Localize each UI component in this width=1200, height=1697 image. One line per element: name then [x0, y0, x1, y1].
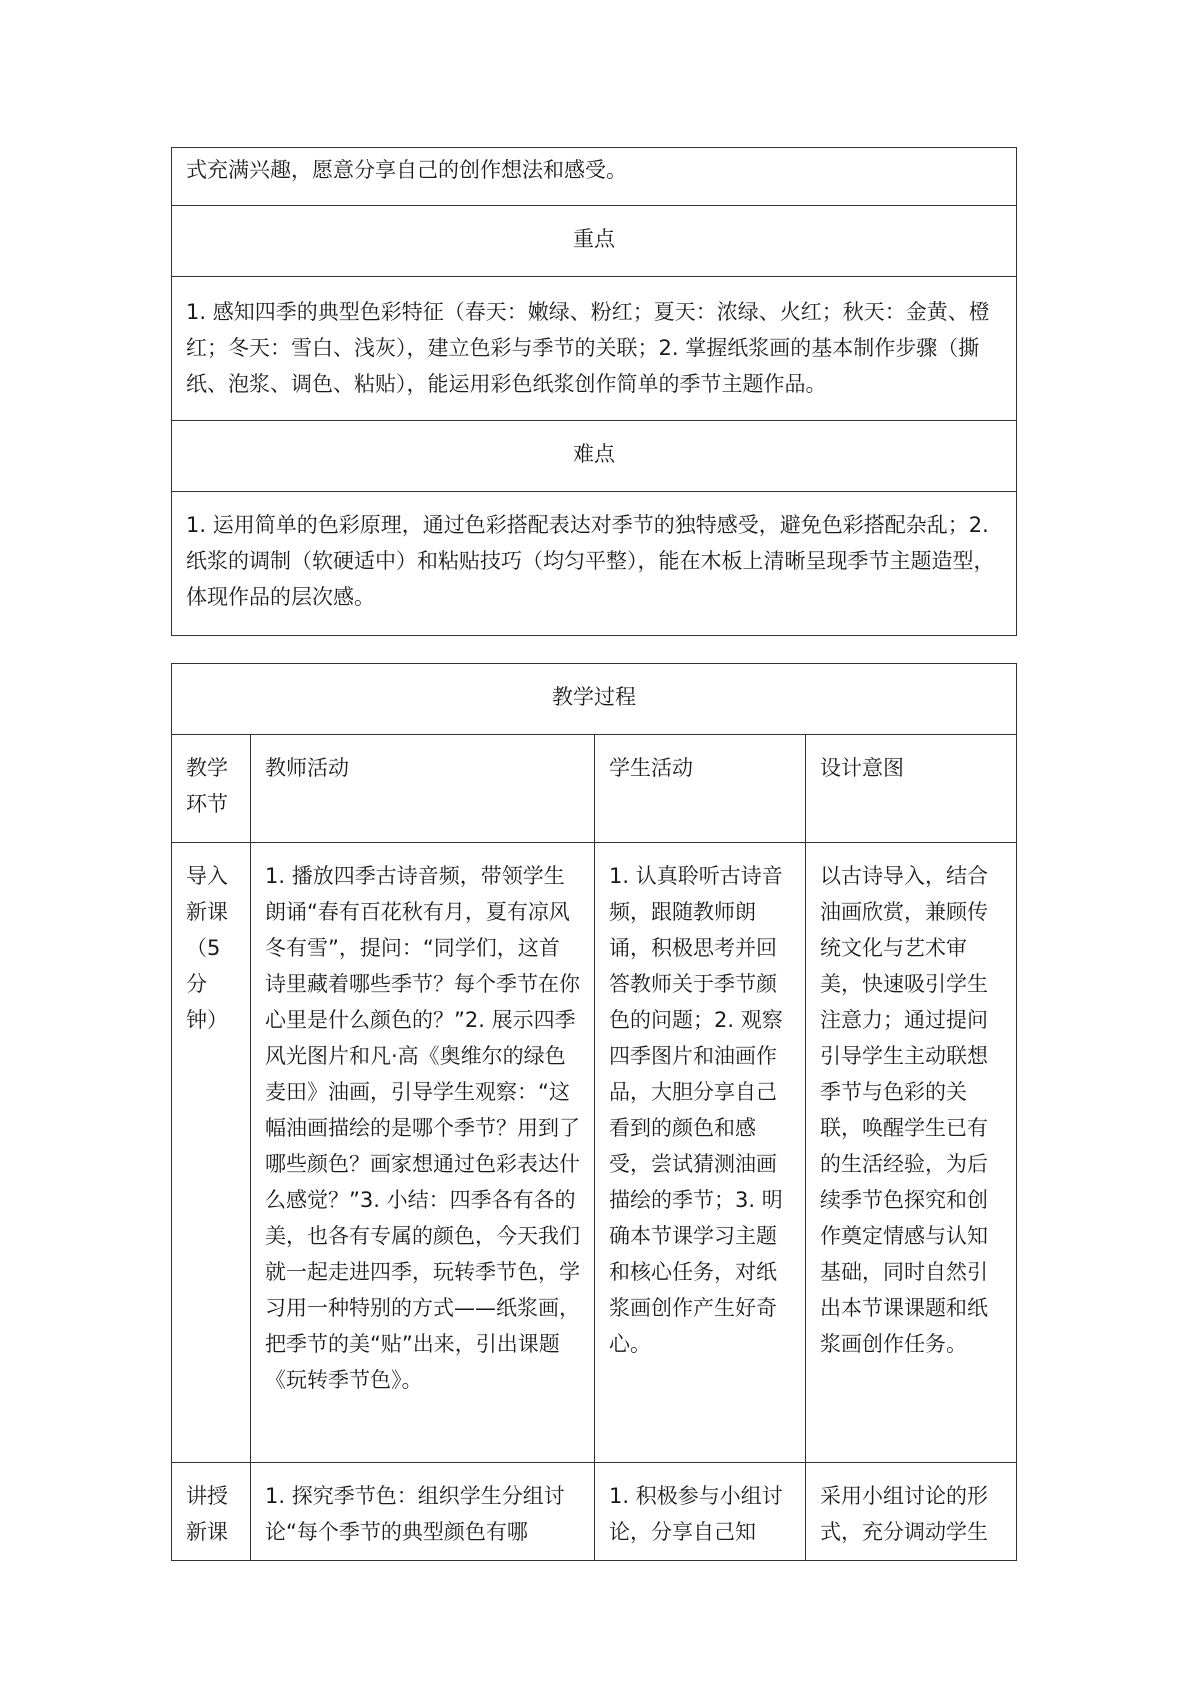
- row-design: 采用小组讨论的形式，充分调动学生: [820, 1484, 988, 1544]
- teaching-process-table: [171, 663, 1017, 1561]
- difficulty-text: 1. 运用简单的色彩原理，通过色彩搭配表达对季节的独特感受，避免色彩搭配杂乱；2. 纸浆的调制（软硬适中）和粘贴技巧（均匀平整），能在木板上清晰呈现季节主题造型，体现作品的层次感。: [186, 513, 995, 609]
- header-design: 设计意图: [820, 756, 904, 780]
- difficulty-heading: 难点: [573, 442, 615, 466]
- row-design: 以古诗导入，结合油画欣赏，兼顾传统文化与艺术审美，快速吸引学生注意力；通过提问引导学生主动联想季节与色彩的关联，唤醒学生已有的生活经验，为后续季节色探究和创作奠定情感与认知基础，同时自然引出本节课课题和纸浆画创作任务。: [820, 864, 988, 1356]
- continuation-cell: [172, 148, 1017, 206]
- continuation-text: 式充满兴趣，愿意分享自己的创作想法和感受。: [186, 158, 627, 182]
- header-design-cell: [806, 735, 1017, 843]
- table-row: [172, 277, 1017, 421]
- row-teacher: 1. 播放四季古诗音频，带领学生朗诵“春有百花秋有月，夏有凉风冬有雪”，提问：“同学们，这首诗里藏着哪些季节？每个季节在你心里是什么颜色的？”2. 展示四季风光图片和凡·高《奥维尔的绿色麦田》油画，引导学生观察：“这幅油画描绘的是哪个季节？用到了哪些颜色？画家想通过色彩表达什么感觉？”3. 小结：四季各有各的美，也各有专属的颜色，今天我们就一起走进四季，玩转季节色，学习用一种特别的方式——纸浆画，把季节的美“贴”出来，引出课题《玩转季节色》。: [265, 864, 580, 1392]
- row-student-cell: [595, 1463, 806, 1561]
- row-stage-cell: [172, 843, 251, 1463]
- difficulty-cell: [172, 492, 1017, 636]
- row-student: 1. 认真聆听古诗音频，跟随教师朗诵，积极思考并回答教师关于季节颜色的问题；2. 观察四季图片和油画作品，大胆分享自己看到的颜色和感受，尝试猜测油画描绘的季节；3. 明确本节课学习主题和核心任务，对纸浆画创作产生好奇心。: [609, 864, 783, 1356]
- table-row: [172, 421, 1017, 492]
- key-points-heading: 重点: [573, 227, 615, 251]
- table-row: [172, 206, 1017, 277]
- table-row: [172, 843, 1017, 1463]
- objectives-table: [171, 147, 1017, 636]
- table-row: [172, 664, 1017, 735]
- table-header-row: [172, 735, 1017, 843]
- key-points-cell: [172, 277, 1017, 421]
- header-student-cell: [595, 735, 806, 843]
- process-title: 教学过程: [552, 685, 636, 709]
- row-teacher-cell: [251, 1463, 595, 1561]
- difficulty-heading-cell: [172, 421, 1017, 492]
- key-points-heading-cell: [172, 206, 1017, 277]
- row-stage: 导入新课（5分钟）: [186, 864, 228, 1032]
- table-row: [172, 148, 1017, 206]
- row-student-cell: [595, 843, 806, 1463]
- row-student: 1. 积极参与小组讨论，分享自己知: [609, 1484, 783, 1544]
- row-stage-cell: [172, 1463, 251, 1561]
- row-teacher: 1. 探究季节色：组织学生分组讨论“每个季节的典型颜色有哪: [265, 1484, 565, 1544]
- header-stage-cell: [172, 735, 251, 843]
- header-teacher: 教师活动: [265, 756, 349, 780]
- row-design-cell: [806, 1463, 1017, 1561]
- row-stage: 讲授新课: [186, 1484, 228, 1544]
- table-row: [172, 1463, 1017, 1561]
- key-points-text: 1. 感知四季的典型色彩特征（春天：嫩绿、粉红；夏天：浓绿、火红；秋天：金黄、橙红；冬天：雪白、浅灰），建立色彩与季节的关联；2. 掌握纸浆画的基本制作步骤（撕纸、泡浆、调色、粘贴），能运用彩色纸浆创作简单的季节主题作品。: [186, 300, 990, 396]
- row-design-cell: [806, 843, 1017, 1463]
- header-student: 学生活动: [609, 756, 693, 780]
- table-row: [172, 492, 1017, 636]
- header-teacher-cell: [251, 735, 595, 843]
- row-teacher-cell: [251, 843, 595, 1463]
- process-title-cell: [172, 664, 1017, 735]
- header-stage: 教学环节: [186, 756, 228, 816]
